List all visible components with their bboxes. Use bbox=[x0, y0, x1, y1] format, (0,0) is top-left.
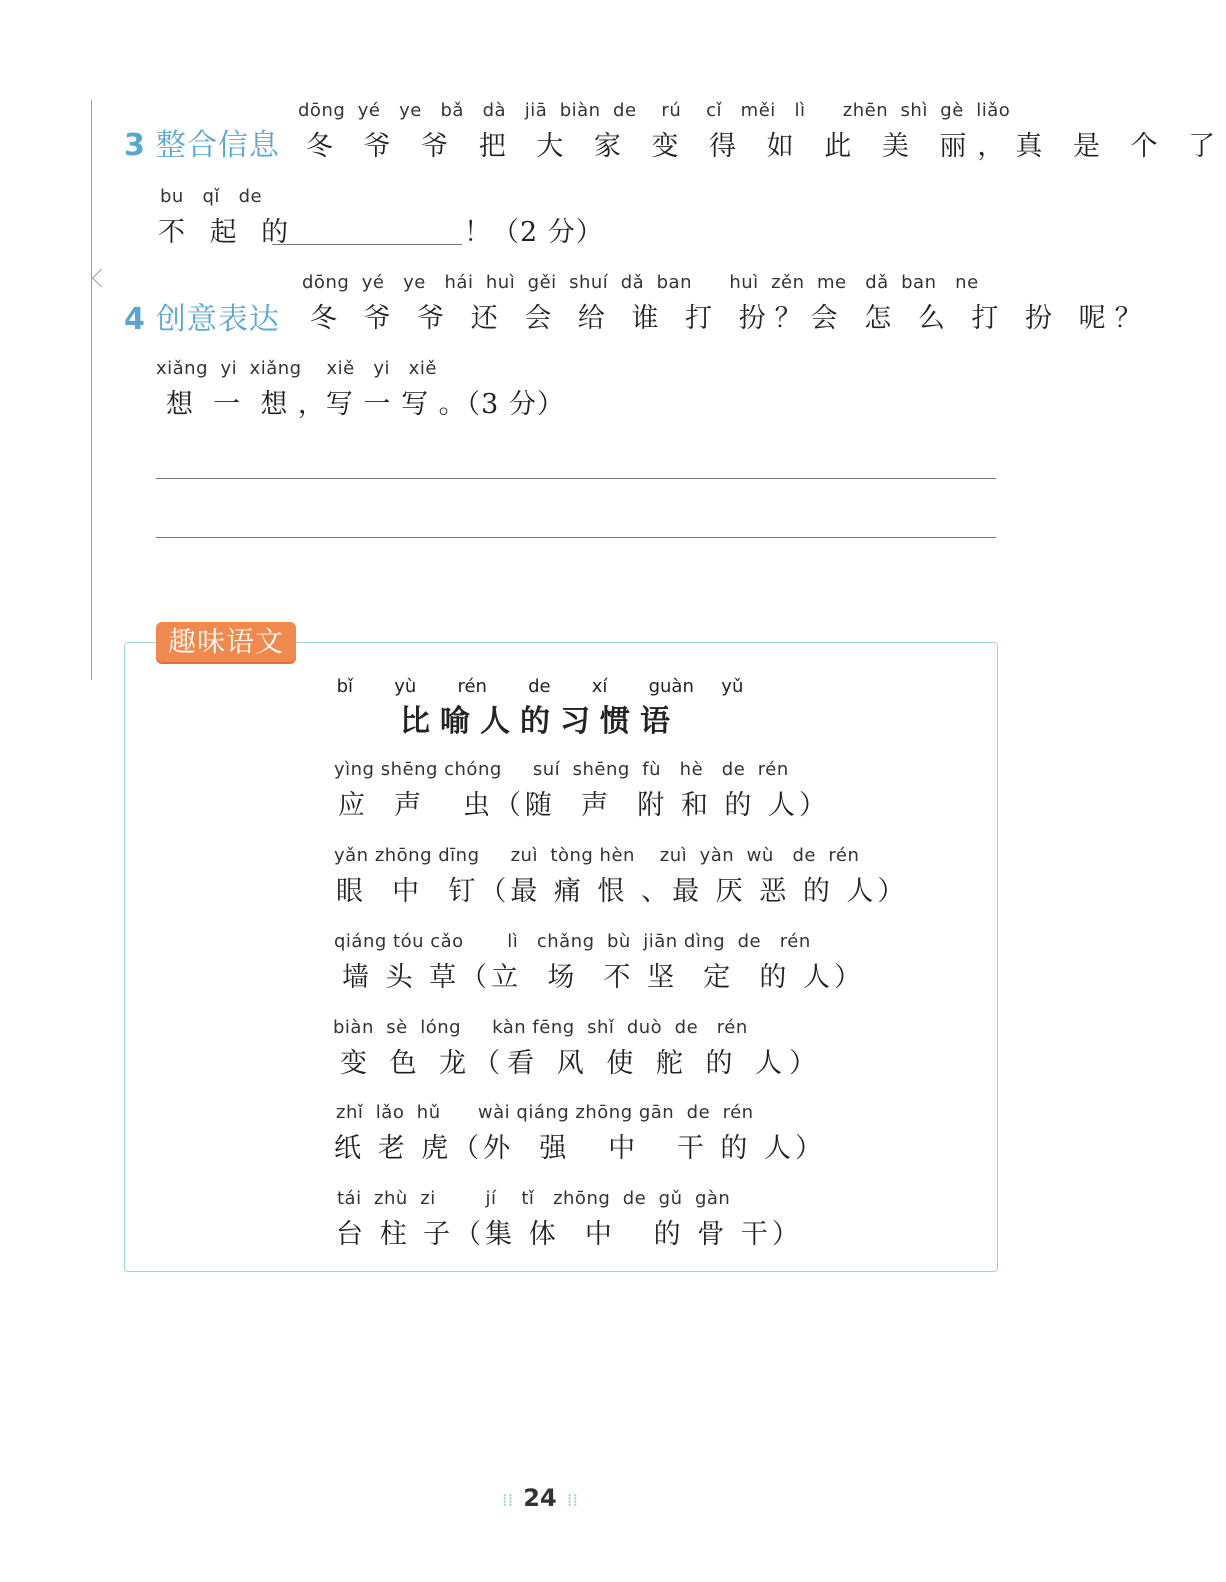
idiom-pinyin: yǎn zhōng dīng zuì tòng hèn zuì yàn wù de rén bbox=[334, 845, 860, 866]
answer-line-1[interactable] bbox=[156, 478, 996, 479]
idiom-pinyin: zhǐ lǎo hǔ wài qiáng zhōng gān de rén bbox=[336, 1102, 754, 1123]
answer-line-2[interactable] bbox=[156, 537, 996, 538]
idiom-pinyin: tái zhù zi jí tǐ zhōng de gǔ gàn bbox=[337, 1188, 731, 1209]
page-number-footer bbox=[0, 1484, 1080, 1512]
idiom-text: 台 柱 子（集 体 中 的 骨 干） bbox=[336, 1219, 803, 1250]
idiom-pinyin: biàn sè lóng kàn fēng shǐ duò de rén bbox=[333, 1017, 748, 1038]
margin-bracket bbox=[91, 100, 106, 680]
page-number: 24 bbox=[523, 1484, 557, 1512]
question-4-pinyin-line1: dōng yé ye hái huì gěi shuí dǎ ban huì zěn me dǎ ban ne bbox=[302, 272, 979, 293]
question-3-points: ！（2 分） bbox=[464, 217, 604, 248]
page-number-deco-left: ⁞⁞ bbox=[501, 1490, 514, 1511]
question-4-text-line2: 想 一 想 ，写 一 写 。（3 分） bbox=[166, 389, 565, 420]
question-3-answer-blank[interactable] bbox=[272, 244, 462, 245]
question-3-text-line1: 冬 爷 爷 把 大 家 变 得 如 此 美 丽，真 是 个 了 bbox=[306, 131, 1226, 162]
question-4-pinyin-line2: xiǎng yi xiǎng xiě yi xiě bbox=[156, 358, 437, 379]
page-number-deco-right: ⁞⁞ bbox=[566, 1490, 579, 1511]
question-3-label bbox=[124, 120, 280, 164]
box-title-pinyin: bǐ yù rén de xí guàn yǔ bbox=[336, 676, 744, 697]
idiom-text: 应 声 虫（随 声 附 和 的 人） bbox=[338, 790, 830, 821]
question-3-pinyin-line2: bu qǐ de bbox=[160, 186, 263, 207]
idiom-text: 眼 中 钉（最 痛 恨 、最 厌 恶 的 人） bbox=[336, 876, 909, 907]
question-4-title: 创意表达 bbox=[155, 302, 280, 337]
idiom-text: 纸 老 虎（外 强 中 干 的 人） bbox=[334, 1133, 826, 1164]
question-3-text-line2: 不 起 的 bbox=[158, 217, 297, 248]
question-4-label bbox=[124, 294, 280, 338]
idiom-text: 墙 头 草（立 场 不 坚 定 的 人） bbox=[342, 962, 865, 993]
idiom-pinyin: qiáng tóu cǎo lì chǎng bù jiān dìng de rén bbox=[334, 931, 811, 952]
idiom-pinyin: yìng shēng chóng suí shēng fù hè de rén bbox=[334, 759, 789, 780]
fun-language-tag: 趣味语文 bbox=[156, 622, 296, 662]
box-title: 比喻人的习惯语 bbox=[400, 704, 680, 739]
question-3-number: 3 bbox=[124, 128, 146, 163]
question-4-number: 4 bbox=[124, 302, 146, 337]
idiom-text: 变 色 龙（看 风 使 舵 的 人） bbox=[340, 1048, 824, 1079]
question-3-pinyin-line1: dōng yé ye bǎ dà jiā biàn de rú cǐ měi lì zhēn shì gè liǎo bbox=[298, 100, 1011, 121]
question-3-title: 整合信息 bbox=[155, 128, 280, 163]
question-4-text-line1: 冬 爷 爷 还 会 给 谁 打 扮？会 怎 么 打 扮 呢？ bbox=[310, 303, 1151, 334]
